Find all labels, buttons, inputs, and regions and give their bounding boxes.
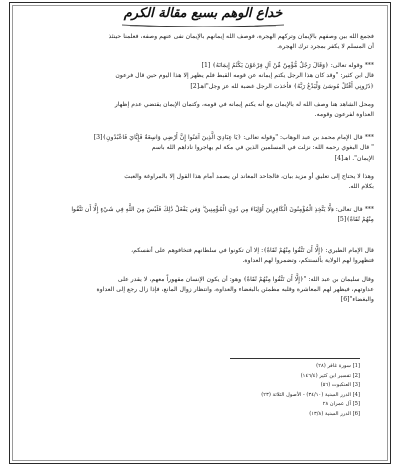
spacer	[26, 164, 374, 172]
spacer	[26, 267, 374, 275]
body-paragraph-line: وقال سليمان بن عبد الله: "﴿إِلَّا أَن تَتَّقُوا مِنْهُمْ تُقَاةً﴾ وهو: أن يكون الإنسان مقهوراً معهم، لا يقدر على	[117, 275, 374, 283]
body-paragraph-line: وهذا لا يحتاج إلى تعليق أو مزيد بيان، فالجاحد المعاند لن يصمد أمام هذا القول إلا بالمراوغة والعبث	[124, 173, 374, 181]
footnote-item: [2] تفسير ابن كثير (١٤٦/٤)	[300, 372, 360, 379]
spacer	[26, 238, 374, 246]
main-text	[26, 32, 374, 306]
spacer	[26, 53, 374, 61]
body-paragraph-line: " قال البغوي رحمه الله: نزلت في المسلمين الذين في مكة لم يهاجروا ناداهم الله باسم	[151, 144, 374, 152]
body-paragraph-line: ﴿ذَرُونِي أَقْتُلْ مُوسَىٰ وَلْيَدْعُ رَبَّهُ﴾ فأخذت الرجل غضبة لله عز وجل"اهـ[2]	[190, 82, 374, 90]
footnote-item: [6] الدرر السنية (١٣/٨)	[309, 410, 360, 417]
footnotes	[230, 358, 360, 420]
body-paragraph-line: *** وقوله تعالى: ﴿وَقَالَ رَجُلٌ مُّؤْمِنٌ مِّنْ آلِ فِرْعَوْنَ يَكْتُمُ إِيمَانَهُ﴾ [1]	[201, 61, 374, 69]
spacer	[26, 226, 374, 238]
body-paragraph-line: بكلام الله.	[348, 183, 374, 191]
body-paragraph-line: ومحل الشاهد هنا وصف الله له بالإيمان مع أنه يكتم إيمانه في قومه، وكتمان الإيمان يقتضي عدم إظهار	[114, 101, 374, 109]
body-paragraph-line: عداوتهم، فيظهر لهم المعاشرة وقلبه مطمئن بالبغضاء والعداوة، وانتظار زوال المانع، فإذا زال رجع إلى العداوة	[96, 285, 374, 293]
header-title: خداع الوهم بسبع مقالة الكرم	[123, 6, 283, 21]
body-paragraph-line: *** قال الإمام محمد بن عبد الوهاب: "وقوله تعالى: ﴿يَا عِبَادِيَ الَّذِينَ آمَنُوا إِنَّ أَرْضِي وَاسِعَةٌ فَإِيَّايَ فَاعْبُدُونِ﴾[3]	[93, 133, 374, 141]
body-paragraph-line: الإيمان". اهـ[4]	[334, 154, 374, 162]
body-paragraph-line: فجمع الله بين وصفهم بالإيمان وتركهم الهجرة، فوصف الله إيمانهم بالإيمان نفى عنهم وصفه، فعلمنا حينئذ	[108, 33, 374, 40]
body-paragraph-line: فتظهروا لهم الولاية بألسنتكم، وتضمروا لهم العداوة.	[242, 257, 374, 265]
body-paragraph-line: والبغضاء"[6]	[340, 296, 374, 304]
spacer	[26, 121, 374, 133]
footnote-item: [1] سورة غافر (٢٨)	[316, 363, 360, 369]
body-paragraph-line: العداوة لفرعون وقومه.	[314, 111, 374, 119]
spacer	[26, 92, 374, 100]
body-paragraph-line: *** قال تعالى: ﴿لَّا يَتَّخِذِ الْمُؤْمِنُونَ الْكَافِرِينَ أَوْلِيَاءَ مِن دُونِ الْمُؤْمِنِينَ ۖ وَمَن يَفْعَلْ ذَٰلِكَ فَلَيْسَ مِنَ اللَّهِ فِي شَيْءٍ إِلَّا أَن تَتَّقُوا	[71, 205, 374, 213]
footnote-item: [5] آل عمران ٢٨	[322, 401, 360, 408]
footnote-item: [4] الدرر السنية (٣٤/١٠) - الأصول الثلاثة (٢٣)	[261, 391, 360, 398]
spacer	[26, 193, 374, 205]
body-paragraph-line: مِنْهُمْ تُقَاةً﴾[5]	[337, 216, 374, 224]
header-banner	[118, 5, 288, 27]
body-paragraph-line: أن المسلم لا يكفر بمجرد ترك الهجرة.	[277, 43, 374, 51]
footnote-item: [3] العنكبوت (٥٦)	[320, 382, 360, 389]
body-paragraph-line: قال الإمام الطبري: ﴿إِلَّا أَن تَتَّقُوا مِنْهُمْ تُقَاةً﴾: إلا أن تكونوا في سلطانهم فتخافوهم على أنفسكم،	[131, 246, 374, 254]
body-paragraph-line: قال ابن كثير: "وقد كان هذا الرجل يكتم إيمانه عن قومه القبط فلم يظهر إلا هذا اليوم حين قال فرعون	[115, 72, 374, 80]
